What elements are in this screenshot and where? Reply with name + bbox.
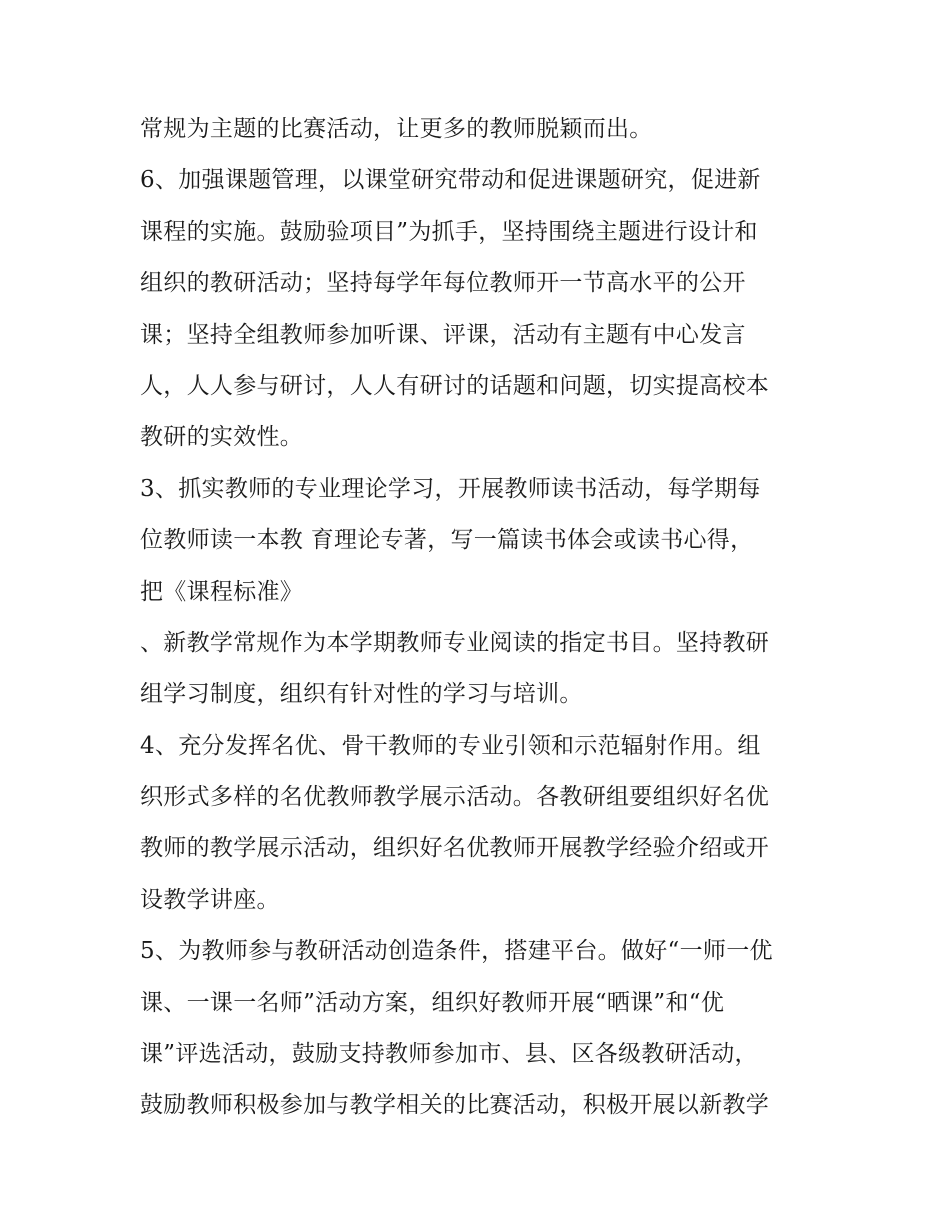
text-line: 教研的实效性。 [140, 424, 304, 451]
text-line: 3、抓实教师的专业理论学习，开展教师读书活动，每学期每 [140, 475, 761, 502]
text-line: 位教师读一本教 育理论专著，写一篇读书体会或读书心得， [140, 527, 754, 554]
body-text [140, 104, 830, 1132]
text-line: 教师的教学展示活动，组织好名优教师开展教学经验介绍或开 [140, 835, 770, 862]
text-line: 课、一课一名师”活动方案，组织好教师开展“晒课”和“优 [140, 989, 725, 1016]
text-line: 4、充分发挥名优、骨干教师的专业引领和示范辐射作用。组 [140, 732, 761, 759]
text-line: 常规为主题的比赛活动，让更多的教师脱颖而出。 [140, 116, 653, 142]
text-line: 设教学讲座。 [140, 886, 280, 913]
text-line: 课；坚持全组教师参加听课、评课，活动有主题有中心发言 [140, 321, 746, 348]
text-line: 把《课程标准》 [140, 578, 304, 605]
text-line: 5、为教师参与教研活动创造条件，搭建平台。做好“一师一优 [140, 938, 773, 965]
text-line: 鼓励教师积极参加与教学相关的比赛活动，积极开展以新教学 [140, 1092, 770, 1119]
text-line: 组织的教研活动；坚持每学年每位教师开一节高水平的公开 [140, 270, 746, 297]
text-line: 课程的实施。鼓励验项目”为抓手，坚持围绕主题进行设计和 [140, 218, 758, 245]
text-line: 织形式多样的名优教师教学展示活动。各教研组要组织好名优 [140, 784, 770, 811]
text-line: 组学习制度，组织有针对性的学习与培训。 [140, 681, 583, 708]
text-line: 6、加强课题管理，以课堂研究带动和促进课题研究，促进新 [140, 167, 761, 194]
text-line: 人，人人参与研讨，人人有研讨的话题和问题，切实提高校本 [140, 372, 770, 399]
text-line: 课”评选活动，鼓励支持教师参加市、县、区各级教研活动， [140, 1041, 758, 1068]
text-line: 、新教学常规作为本学期教师专业阅读的指定书目。坚持教研 [140, 629, 770, 656]
